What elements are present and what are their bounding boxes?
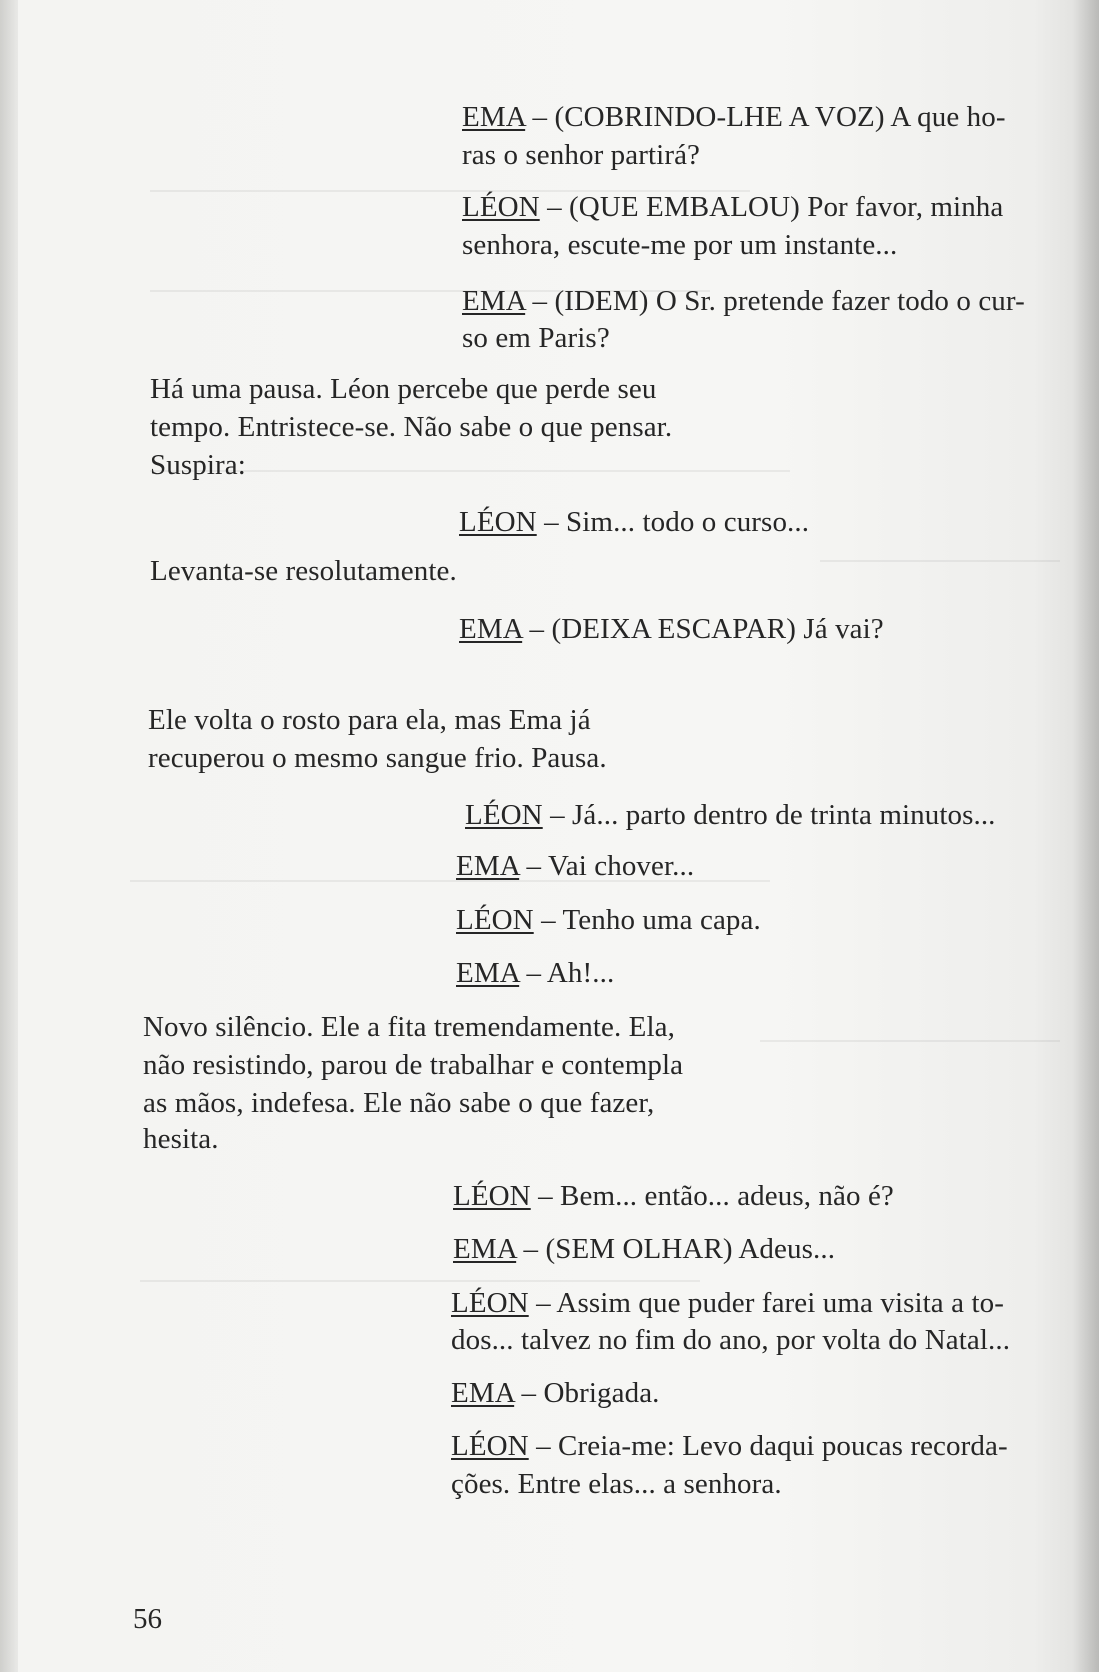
dialogue-text: senhora, escute-me por um instante... — [462, 229, 898, 261]
dialogue-line — [456, 848, 694, 884]
dialogue-text: – (QUE EMBALOU) Por favor, minha — [547, 191, 1004, 223]
dialogue-text: – Creia-me: Levo daqui poucas recorda- — [536, 1430, 1008, 1462]
dialogue-line — [462, 227, 897, 263]
dialogue-line — [462, 320, 610, 356]
stage-direction-line: Novo silêncio. Ele a fita tremendamente. Ela, — [143, 1011, 675, 1043]
stage-direction-line: tempo. Entristece-se. Não sabe o que pensar. — [150, 411, 673, 443]
dialogue-line — [456, 902, 761, 938]
dialogue-line — [451, 1322, 1010, 1358]
dialogue-text: – Sim... todo o curso... — [544, 506, 810, 538]
dialogue-text: dos... talvez no fim do ano, por volta do Natal... — [451, 1324, 1011, 1356]
dialogue-line — [451, 1285, 1004, 1321]
dialogue-line — [465, 797, 996, 833]
page-number: 56 — [133, 1603, 162, 1635]
dialogue-text: ções. Entre elas... a senhora. — [451, 1468, 782, 1500]
dialogue-text: ras o senhor partirá? — [462, 139, 701, 171]
speaker-name: LÉON — [459, 506, 537, 538]
stage-direction-line: Levanta-se resolutamente. — [150, 555, 457, 587]
stage-direction-line: Ele volta o rosto para ela, mas Ema já — [148, 704, 591, 736]
dialogue-text: – (DEIXA ESCAPAR) Já vai? — [529, 613, 884, 645]
speaker-name: LÉON — [451, 1430, 529, 1462]
dialogue-text: – Assim que puder farei uma visita a to- — [536, 1287, 1004, 1319]
speaker-name: LÉON — [465, 799, 543, 831]
dialogue-line — [462, 137, 700, 173]
page-edge-shadow — [1073, 0, 1099, 1672]
dialogue-text: so em Paris? — [462, 322, 610, 354]
dialogue-line — [459, 611, 884, 647]
dialogue-line — [453, 1231, 835, 1267]
dialogue-text: – Bem... então... adeus, não é? — [538, 1180, 894, 1212]
show-through-texture — [760, 1040, 1060, 1056]
dialogue-line — [462, 189, 1003, 225]
speaker-name: EMA — [456, 850, 520, 882]
show-through-texture — [820, 560, 1060, 576]
dialogue-text: – Vai chover... — [526, 850, 695, 882]
dialogue-line — [462, 283, 1025, 319]
dialogue-text: – Obrigada. — [521, 1377, 660, 1409]
speaker-name: EMA — [453, 1233, 517, 1265]
dialogue-text: – Tenho uma capa. — [541, 904, 761, 936]
dialogue-text: – (IDEM) O Sr. pretende fazer todo o cur- — [532, 285, 1025, 317]
dialogue-line — [453, 1178, 894, 1214]
speaker-name: EMA — [462, 101, 526, 133]
dialogue-text: – Ah!... — [526, 957, 615, 989]
dialogue-line — [451, 1375, 660, 1411]
show-through-texture — [150, 470, 790, 486]
stage-direction-line: Suspira: — [150, 449, 246, 481]
speaker-name: EMA — [451, 1377, 515, 1409]
speaker-name: EMA — [459, 613, 523, 645]
stage-direction-line: as mãos, indefesa. Ele não sabe o que fazer, — [143, 1087, 655, 1119]
dialogue-text: – (SEM OLHAR) Adeus... — [523, 1233, 836, 1265]
page-binding-shadow — [0, 0, 18, 1672]
stage-direction-line: não resistindo, parou de trabalhar e contempla — [143, 1049, 684, 1081]
speaker-name: LÉON — [451, 1287, 529, 1319]
dialogue-line — [459, 504, 809, 540]
dialogue-line — [462, 99, 1006, 135]
speaker-name: LÉON — [462, 191, 540, 223]
speaker-name: LÉON — [456, 904, 534, 936]
speaker-name: EMA — [462, 285, 526, 317]
stage-direction-line: Há uma pausa. Léon percebe que perde seu — [150, 373, 657, 405]
stage-direction-line: hesita. — [143, 1123, 219, 1155]
dialogue-text: – (COBRINDO-LHE A VOZ) A que ho- — [532, 101, 1006, 133]
speaker-name: EMA — [456, 957, 520, 989]
dialogue-line — [451, 1466, 782, 1502]
dialogue-text: – Já... parto dentro de trinta minutos... — [550, 799, 996, 831]
speaker-name: LÉON — [453, 1180, 531, 1212]
dialogue-line — [451, 1428, 1008, 1464]
stage-direction-line: recuperou o mesmo sangue frio. Pausa. — [148, 742, 607, 774]
dialogue-line — [456, 955, 614, 991]
